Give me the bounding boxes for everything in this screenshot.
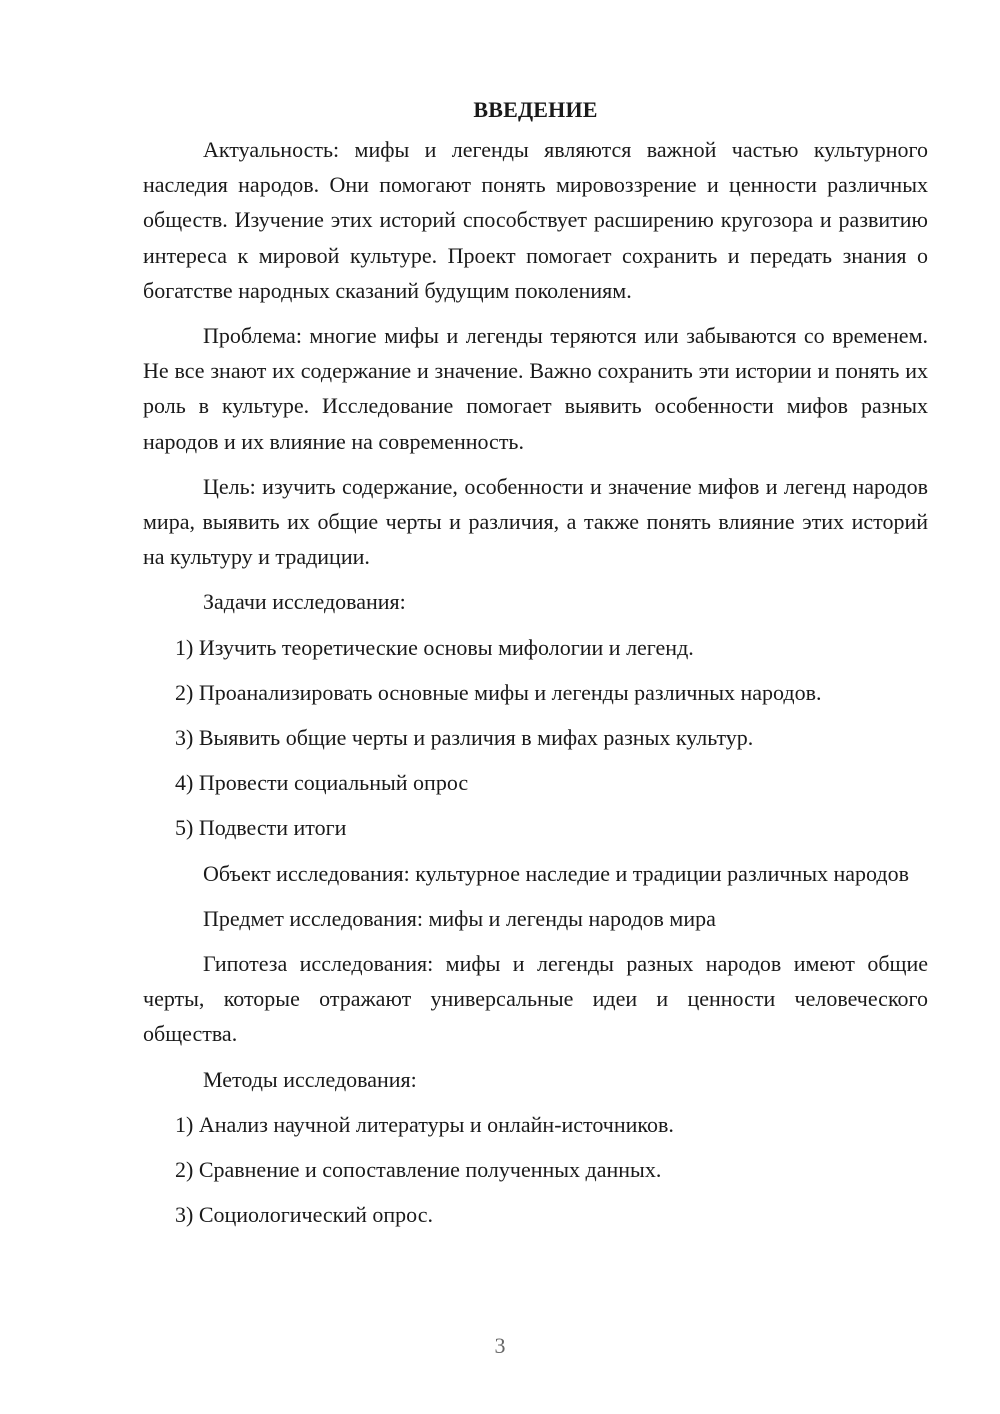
section-title: ВВЕДЕНИЕ (473, 97, 598, 122)
subject-paragraph: Предмет исследования: мифы и легенды народов мира (203, 905, 716, 931)
problem-paragraph: Проблема: многие мифы и легенды теряются или забываются со временем. Не все знают их содержание и значение. Важно сохранить эти истории и понять их роль в культуре. Исследование помогает выявить особенности мифов разных народов и их влияние на современность. (143, 323, 928, 454)
list-item: 1) Изучить теоретические основы мифологии и легенд. (175, 634, 694, 660)
hypothesis-paragraph: Гипотеза исследования: мифы и легенды разных народов имеют общие черты, которые отражают универсальные идеи и ценности человеческого общества. (143, 951, 928, 1047)
list-item: 4) Провести социальный опрос (175, 770, 469, 796)
list-item: 1) Анализ научной литературы и онлайн-источников. (175, 1111, 674, 1137)
list-item: 2) Проанализировать основные мифы и легенды различных народов. (175, 679, 822, 705)
list-item: 3) Выявить общие черты и различия в мифах разных культур. (175, 725, 754, 751)
methods-label: Методы исследования: (203, 1066, 417, 1092)
relevance-paragraph: Актуальность: мифы и легенды являются важной частью культурного наследия народов. Они помогают понять мировоззрение и ценности различных обществ. Изучение этих историй способствует расширению кругозора и развитию интереса к мировой культуре. Проект помогает сохранить и передать знания о богатстве народных сказаний будущим поколениям. (143, 137, 928, 303)
methods-list (143, 1107, 928, 1233)
goal-paragraph: Цель: изучить содержание, особенности и значение мифов и легенд народов мира, выявить их общие черты и различия, а также понять влияние этих историй на культуру и традиции. (143, 473, 928, 570)
object-paragraph: Объект исследования: культурное наследие и традиции различных народов (203, 860, 909, 886)
page-number: 3 (494, 1333, 506, 1358)
tasks-list (143, 630, 928, 846)
tasks-label: Задачи исследования: (203, 589, 406, 615)
list-item: 2) Сравнение и сопоставление полученных данных. (175, 1157, 662, 1183)
list-item: 3) Социологический опрос. (175, 1202, 433, 1228)
list-item: 5) Подвести итоги (175, 815, 347, 841)
document-page (143, 92, 928, 1242)
